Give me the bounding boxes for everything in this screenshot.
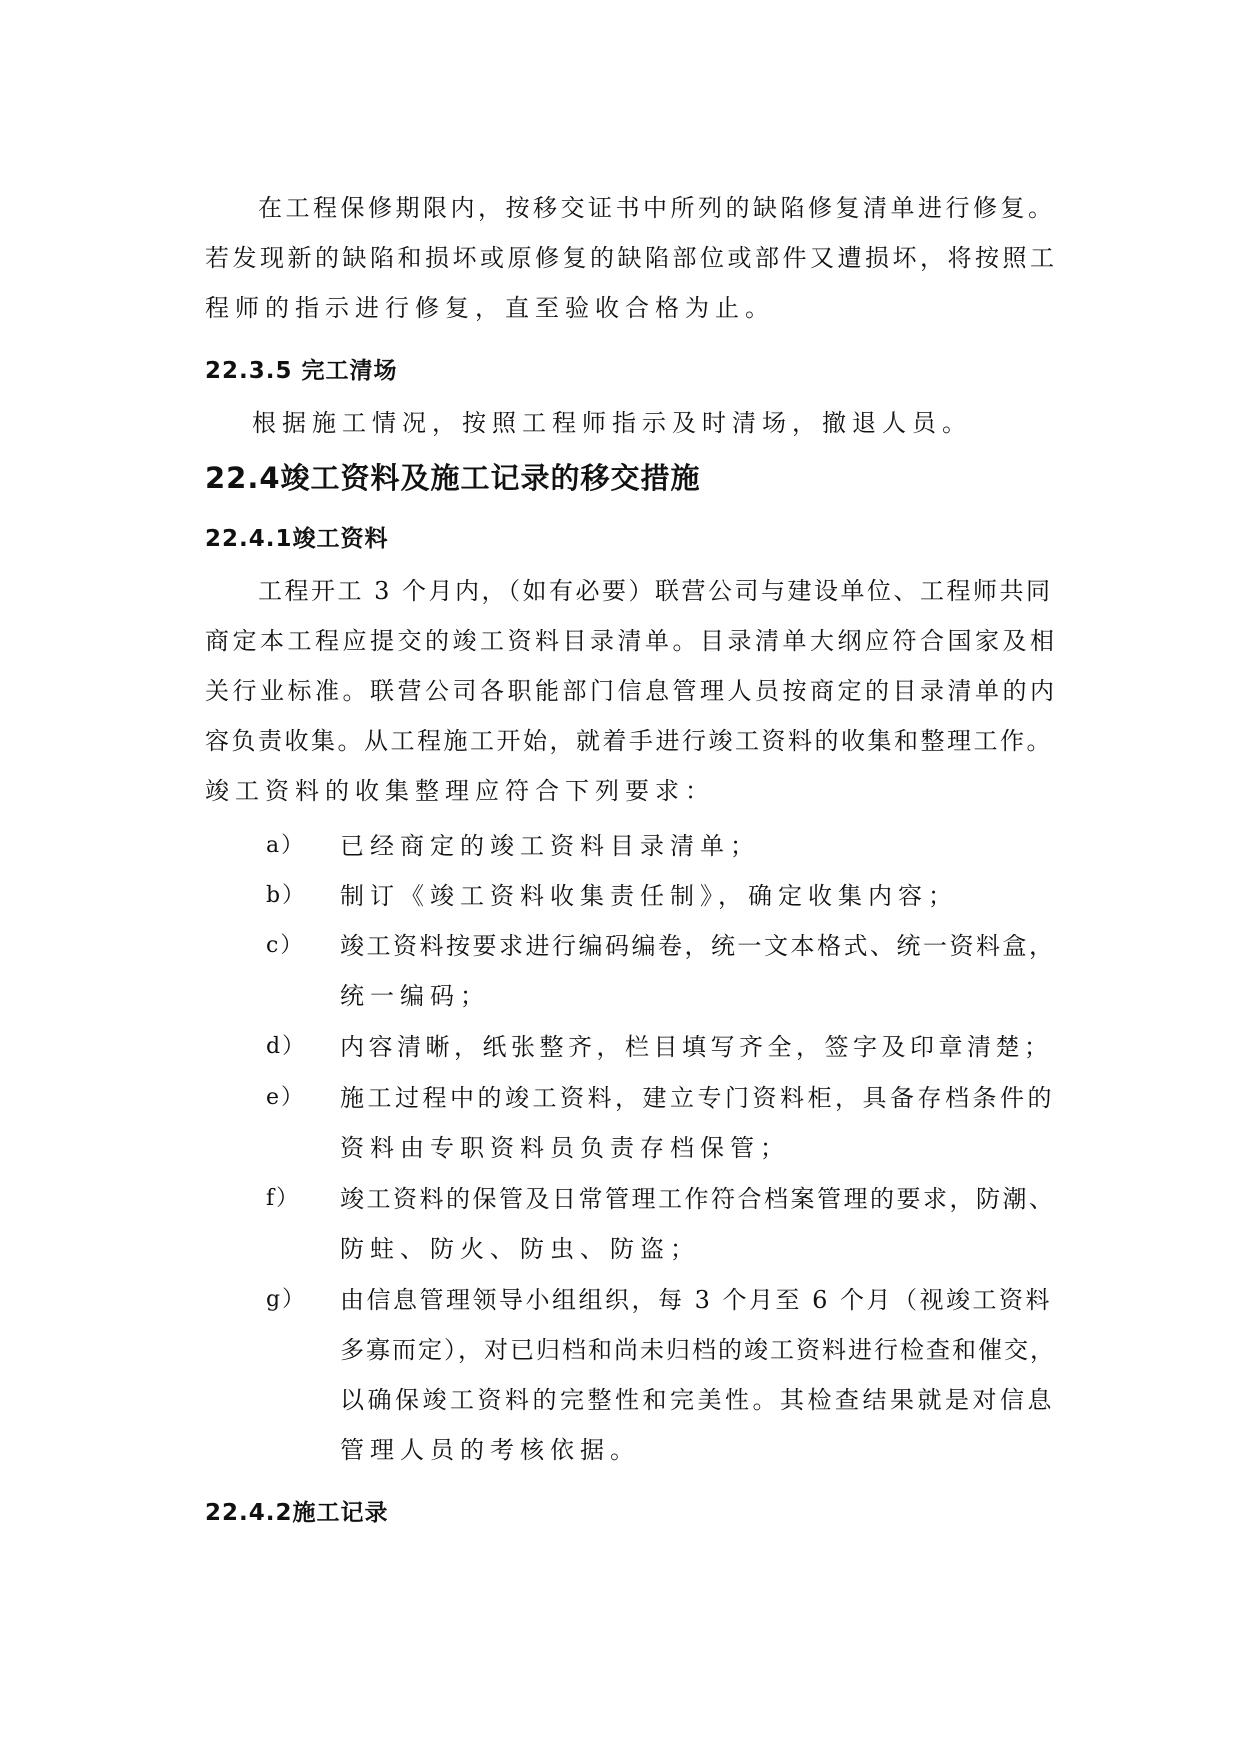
list-item: 施工过程中的竣工资料，建立专门资料柜，具备存档条件的 xyxy=(340,1084,1055,1112)
paragraph-line: 若发现新的缺陷和损坏或原修复的缺陷部位或部件又遭损坏，将按照工 xyxy=(205,244,1058,272)
list-item: 管理人员的考核依据。 xyxy=(340,1436,640,1464)
list-marker: e） xyxy=(266,1085,306,1110)
section-heading-22-4-2: 22.4.2施工记录 xyxy=(205,1500,389,1526)
paragraph-line: 在工程保修期限内，按移交证书中所列的缺陷修复清单进行修复。 xyxy=(258,194,1056,222)
list-marker: g） xyxy=(266,1287,307,1312)
list-item: 由信息管理领导小组组织，每 3 个月至 6 个月（视竣工资料 xyxy=(340,1286,1053,1314)
paragraph-line: 根据施工情况，按照工程师指示及时清场，撤退人员。 xyxy=(252,409,972,437)
list-item: 以确保竣工资料的完整性和完美性。其检查结果就是对信息 xyxy=(340,1386,1055,1414)
list-item: 多寡而定），对已归档和尚未归档的竣工资料进行检查和催交， xyxy=(340,1336,1056,1364)
list-item: 制订《竣工资料收集责任制》，确定收集内容； xyxy=(340,882,958,910)
list-marker: b） xyxy=(266,883,307,908)
list-marker: d） xyxy=(266,1034,307,1059)
list-item: 防蛀、防火、防虫、防盗； xyxy=(340,1235,700,1263)
list-item: 竣工资料的保管及日常管理工作符合档案管理的要求，防潮、 xyxy=(340,1185,1056,1213)
list-item: 统一编码； xyxy=(340,982,490,1010)
paragraph-line: 关行业标准。联营公司各职能部门信息管理人员按商定的目录清单的内 xyxy=(205,677,1058,705)
list-item: 竣工资料按要求进行编码编卷，统一文本格式、统一资料盒， xyxy=(340,932,1056,960)
list-item: 资料由专职资料员负责存档保管； xyxy=(340,1134,790,1162)
paragraph-line: 商定本工程应提交的竣工资料目录清单。目录清单大纲应符合国家及相 xyxy=(205,627,1058,655)
list-item: 内容清晰，纸张整齐，栏目填写齐全，签字及印章清楚； xyxy=(340,1033,1053,1061)
section-heading-22-4-1: 22.4.1竣工资料 xyxy=(205,526,389,552)
section-heading-22-3-5: 22.3.5 完工清场 xyxy=(205,358,398,384)
paragraph-line: 容负责收集。从工程施工开始，就着手进行竣工资料的收集和整理工作。 xyxy=(205,727,1053,755)
list-marker: a） xyxy=(266,833,306,858)
list-marker: f） xyxy=(266,1186,301,1211)
paragraph-line: 竣工资料的收集整理应符合下列要求： xyxy=(205,777,715,805)
paragraph-line: 工程开工 3 个月内，（如有必要）联营公司与建设单位、工程师共同 xyxy=(258,577,1053,605)
list-item: 已经商定的竣工资料目录清单； xyxy=(340,832,760,860)
section-heading-22-4: 22.4竣工资料及施工记录的移交措施 xyxy=(205,461,701,495)
list-marker: c） xyxy=(266,933,305,958)
paragraph-line: 程师的指示进行修复，直至验收合格为止。 xyxy=(205,294,775,322)
